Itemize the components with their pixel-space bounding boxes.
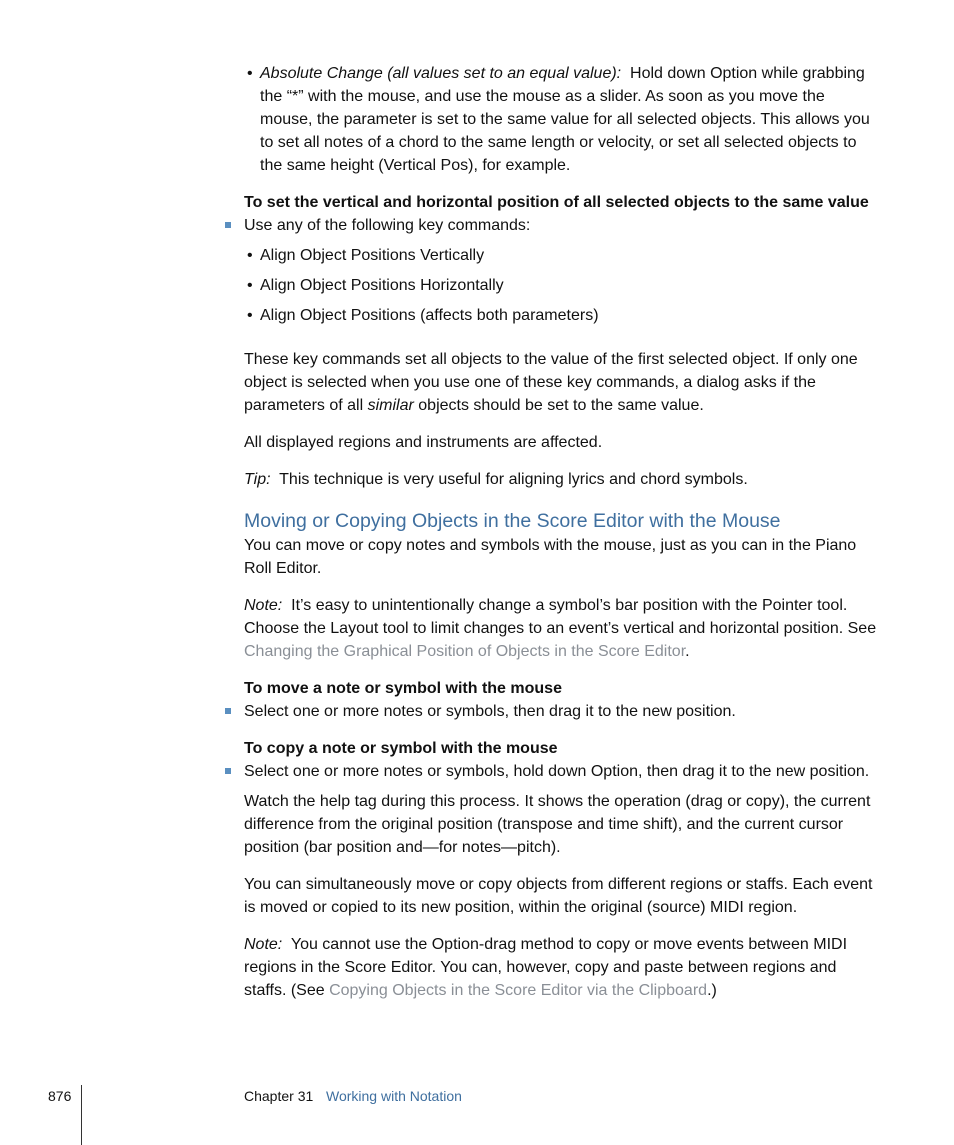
- key-command-item: Align Object Positions Horizontally: [260, 277, 504, 294]
- bullet-dot: •: [247, 247, 253, 264]
- absolute-change-text: Hold down Option while grabbing the “*” with the mouse, and use the mouse as a slider. As soon as you move the mouse, the parameter is set to the same value for all selected objects. This allows you to set all notes of a chord to the same length or velocity, or set all selected objects to the same height (Vertical Pos), for example.: [260, 65, 870, 174]
- note-text: It’s easy to unintentionally change a symbol’s bar position with the Pointer tool. Choose the Layout tool to limit changes to an event’s vertical and horizontal position. See: [244, 597, 877, 637]
- key-command-item: Align Object Positions Vertically: [260, 247, 485, 264]
- absolute-change-label: Absolute Change (all values set to an equal value):: [260, 65, 622, 82]
- footer-rule: [81, 1085, 82, 1145]
- cross-reference-link[interactable]: Copying Objects in the Score Editor via the Clipboard: [329, 982, 708, 999]
- key-command-item: Align Object Positions (affects both parameters): [260, 307, 599, 324]
- task-step-move: Select one or more notes or symbols, then drag it to the new position.: [244, 703, 736, 720]
- note-text-end: .: [685, 643, 690, 660]
- note-label: Note:: [244, 936, 283, 953]
- task-title-copy: To copy a note or symbol with the mouse: [244, 740, 558, 757]
- footer-chapter: Chapter 31: [244, 1088, 314, 1104]
- note-paragraph-2: [244, 933, 879, 1002]
- tip-text: This technique is very useful for aligning lyrics and chord symbols.: [279, 471, 748, 488]
- bullet-dot: •: [247, 65, 253, 82]
- tip-paragraph: [244, 468, 748, 491]
- task-title-move: To move a note or symbol with the mouse: [244, 680, 562, 697]
- emphasis-text: similar: [367, 397, 414, 414]
- square-bullet-icon: [225, 222, 231, 228]
- square-bullet-icon: [225, 768, 231, 774]
- section-intro: You can move or copy notes and symbols with the mouse, just as you can in the Piano Roll Editor.: [244, 537, 857, 577]
- section-heading: Moving or Copying Objects in the Score Editor with the Mouse: [244, 510, 781, 532]
- key-commands-paragraph: [244, 348, 874, 417]
- affected-paragraph: All displayed regions and instruments are affected.: [244, 434, 603, 451]
- task-step-copy: Select one or more notes or symbols, hold down Option, then drag it to the new position.: [244, 763, 870, 780]
- task-step-align: Use any of the following key commands:: [244, 217, 531, 234]
- note-text-end: .): [707, 982, 717, 999]
- task-title-align: To set the vertical and horizontal position of all selected objects to the same value: [244, 194, 869, 211]
- paragraph-text: objects should be set to the same value.: [413, 397, 704, 414]
- tip-label: Tip:: [244, 471, 271, 488]
- help-tag-paragraph: Watch the help tag during this process. It shows the operation (drag or copy), the current difference from the original position (transpose and time shift), and the current cursor position (bar position and—for notes—pitch).: [244, 793, 871, 856]
- page-number: 876: [48, 1088, 72, 1104]
- bullet-dot: •: [247, 277, 253, 294]
- note-paragraph-1: [244, 594, 879, 663]
- footer-chapter-title-link[interactable]: Working with Notation: [326, 1088, 462, 1104]
- absolute-change-paragraph: [260, 62, 880, 177]
- simultaneous-paragraph: You can simultaneously move or copy objects from different regions or staffs. Each event is moved or copied to its new position, within the original (source) MIDI region.: [244, 876, 873, 916]
- paragraph-text: These key commands set all objects to the value of the first selected object. If only one object is selected when you use one of these key commands, a dialog asks if the parameters of all: [244, 351, 858, 414]
- note-label: Note:: [244, 597, 283, 614]
- bullet-dot: •: [247, 307, 253, 324]
- square-bullet-icon: [225, 708, 231, 714]
- note-text: You cannot use the Option-drag method to copy or move events between MIDI regions in the Score Editor. You can, however, copy and paste between regions and staffs. (See: [244, 936, 848, 999]
- cross-reference-link[interactable]: Changing the Graphical Position of Objects in the Score Editor: [244, 643, 686, 660]
